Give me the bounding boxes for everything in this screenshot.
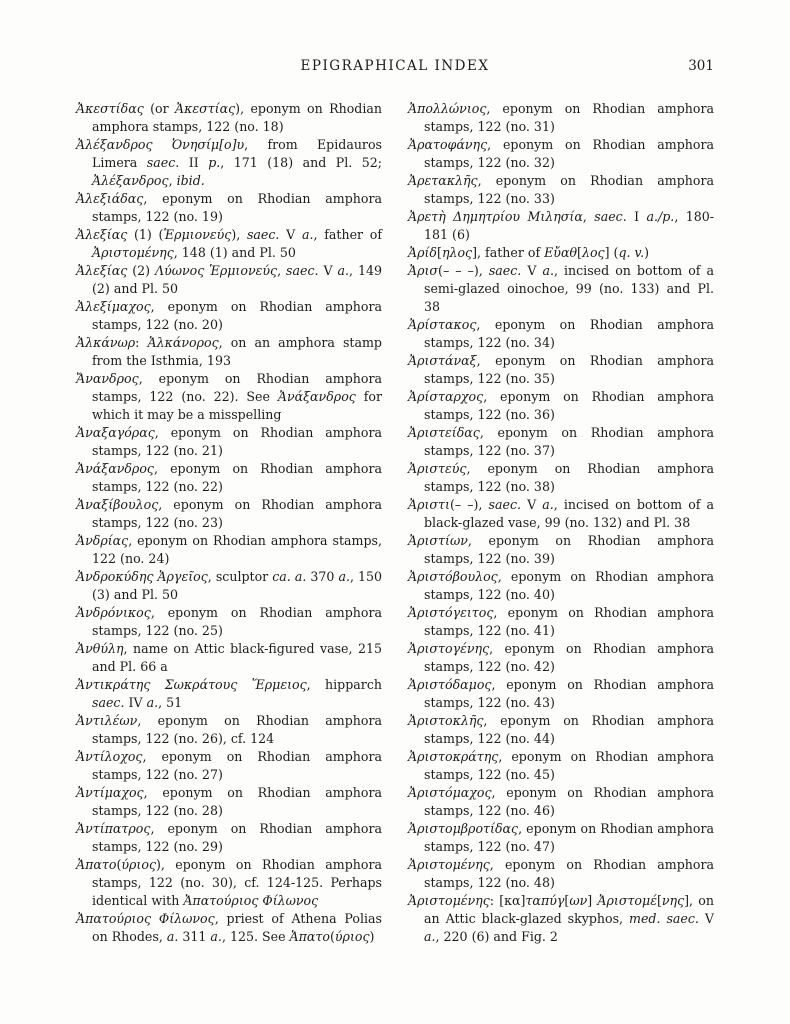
index-entry: Ἀλεξίμαχος, eponym on Rhodian amphora stamps, 122 (no. 20) (76, 299, 382, 332)
running-head: EPIGRAPHICAL INDEX (300, 58, 490, 74)
index-entry: Ἀριστομβροτίδας, eponym on Rhodian amphora stamps, 122 (no. 47) (408, 821, 714, 854)
index-entry: Ἀρατοφάνης, eponym on Rhodian amphora stamps, 122 (no. 32) (408, 137, 714, 170)
index-entry: Ἄνανδρος, eponym on Rhodian amphora stamps, 122 (no. 22). See Ἀνάξανδρος for which it may be a misspelling (76, 371, 382, 422)
index-entry: Ἀνδρίας, eponym on Rhodian amphora stamps, 122 (no. 24) (76, 533, 382, 566)
index-entry: Ἀντιλέων, eponym on Rhodian amphora stamps, 122 (no. 26), cf. 124 (76, 713, 382, 746)
index-entry: Ἀλεξιάδας, eponym on Rhodian amphora stamps, 122 (no. 19) (76, 191, 382, 224)
index-entry: Ἀριστόγειτος, eponym on Rhodian amphora stamps, 122 (no. 41) (408, 605, 714, 638)
page-header (76, 58, 714, 78)
index-entry: Ἀριστάναξ, eponym on Rhodian amphora stamps, 122 (no. 35) (408, 353, 714, 386)
index-entry: Ἀπατο(ύριος), eponym on Rhodian amphora stamps, 122 (no. 30), cf. 124-125. Perhaps identical with Ἀπατούριος Φίλωνος (76, 857, 382, 908)
index-entry: Ἀριστομένης, eponym on Rhodian amphora stamps, 122 (no. 48) (408, 857, 714, 890)
page-number: 301 (688, 58, 714, 74)
index-entry: Ἀριστόδαμος, eponym on Rhodian amphora stamps, 122 (no. 43) (408, 677, 714, 710)
index-entry: Ἀλκάνωρ: Ἀλκάνορος, on an amphora stamp from the Isthmia, 193 (76, 335, 382, 368)
index-entry: Ἀριστόβουλος, eponym on Rhodian amphora stamps, 122 (no. 40) (408, 569, 714, 602)
index-column-left (76, 100, 382, 946)
index-columns (76, 100, 714, 946)
index-entry: Ἀναξαγόρας, eponym on Rhodian amphora stamps, 122 (no. 21) (76, 425, 382, 458)
index-entry: Ἀνάξανδρος, eponym on Rhodian amphora stamps, 122 (no. 22) (76, 461, 382, 494)
index-entry: Ἀλεξίας (2) Λύωνος Ἑρμιονεύς, saec. V a., 149 (2) and Pl. 50 (76, 263, 382, 296)
index-entry: Ἀλεξίας (1) (Ἑρμιονεύς), saec. V a., father of Ἀριστομένης, 148 (1) and Pl. 50 (76, 227, 383, 260)
index-entry: Ἀρισ(– – –), saec. V a., incised on bottom of a semi-glazed oinochoe, 99 (no. 133) and Pl. 38 (408, 263, 714, 314)
index-entry: Ἀλέξανδρος Ὀνησίμ[ο]υ, from Epidauros Limera saec. II p., 171 (18) and Pl. 52; Ἀλέξανδρος, ibid. (76, 137, 382, 188)
index-entry: Ἀριστι(– –), saec. V a., incised on bottom of a black-glazed vase, 99 (no. 132) and Pl. 38 (408, 497, 715, 530)
index-entry: Ἀναξίβουλος, eponym on Rhodian amphora stamps, 122 (no. 23) (76, 497, 382, 530)
index-entry: Ἀριστίων, eponym on Rhodian amphora stamps, 122 (no. 39) (408, 533, 714, 566)
index-entry: Ἀνθύλη, name on Attic black-figured vase, 215 and Pl. 66 a (76, 641, 382, 674)
index-entry: Ἀρετακλῆς, eponym on Rhodian amphora stamps, 122 (no. 33) (408, 173, 714, 206)
index-entry: Ἀριστόμαχος, eponym on Rhodian amphora stamps, 122 (no. 46) (408, 785, 714, 818)
index-entry: Ἀνδρόνικος, eponym on Rhodian amphora stamps, 122 (no. 25) (76, 605, 382, 638)
index-entry: Ἀντίμαχος, eponym on Rhodian amphora stamps, 122 (no. 28) (76, 785, 382, 818)
index-entry: Ἀντικράτης Σωκράτους Ἕρμειος, hipparch saec. IV a., 51 (76, 677, 382, 710)
index-entry: Ἀνδροκύδης Ἀργεῖος, sculptor ca. a. 370 a., 150 (3) and Pl. 50 (76, 569, 383, 602)
index-entry: Ἀκεστίδας (or Ἀκεστίας), eponym on Rhodian amphora stamps, 122 (no. 18) (76, 101, 382, 134)
index-entry: Ἀριστεύς, eponym on Rhodian amphora stamps, 122 (no. 38) (408, 461, 714, 494)
index-entry: Ἀριστοκράτης, eponym on Rhodian amphora stamps, 122 (no. 45) (408, 749, 714, 782)
index-entry: Ἀντίπατρος, eponym on Rhodian amphora stamps, 122 (no. 29) (76, 821, 382, 854)
index-entry: Ἀπολλώνιος, eponym on Rhodian amphora stamps, 122 (no. 31) (408, 101, 714, 134)
index-entry: Ἀπατούριος Φίλωνος, priest of Athena Polias on Rhodes, a. 311 a., 125. See Ἀπατο(ύριος) (76, 911, 382, 944)
index-entry: Ἀριστογένης, eponym on Rhodian amphora stamps, 122 (no. 42) (408, 641, 714, 674)
index-entry: Ἀρίσταρχος, eponym on Rhodian amphora stamps, 122 (no. 36) (408, 389, 714, 422)
index-column-right (408, 100, 714, 946)
index-entry: Ἀρίδ[ηλος], father of Εὔαθ[λος] (q. v.) (408, 245, 650, 260)
index-entry: Ἀριστείδας, eponym on Rhodian amphora stamps, 122 (no. 37) (408, 425, 714, 458)
index-entry: Ἀρετὴ Δημητρίου Μιλησία, saec. I a./p., 180-181 (6) (408, 209, 714, 242)
index-entry: Ἀρίστακος, eponym on Rhodian amphora stamps, 122 (no. 34) (408, 317, 714, 350)
index-entry: Ἀντίλοχος, eponym on Rhodian amphora stamps, 122 (no. 27) (76, 749, 382, 782)
index-entry: Ἀριστομένης: [κα]ταπύγ[ων] Ἀριστομέ[νης], on an Attic black-glazed skyphos, med. saec. V a., 220 (6) and Fig. 2 (408, 893, 714, 944)
index-entry: Ἀριστοκλῆς, eponym on Rhodian amphora stamps, 122 (no. 44) (408, 713, 714, 746)
